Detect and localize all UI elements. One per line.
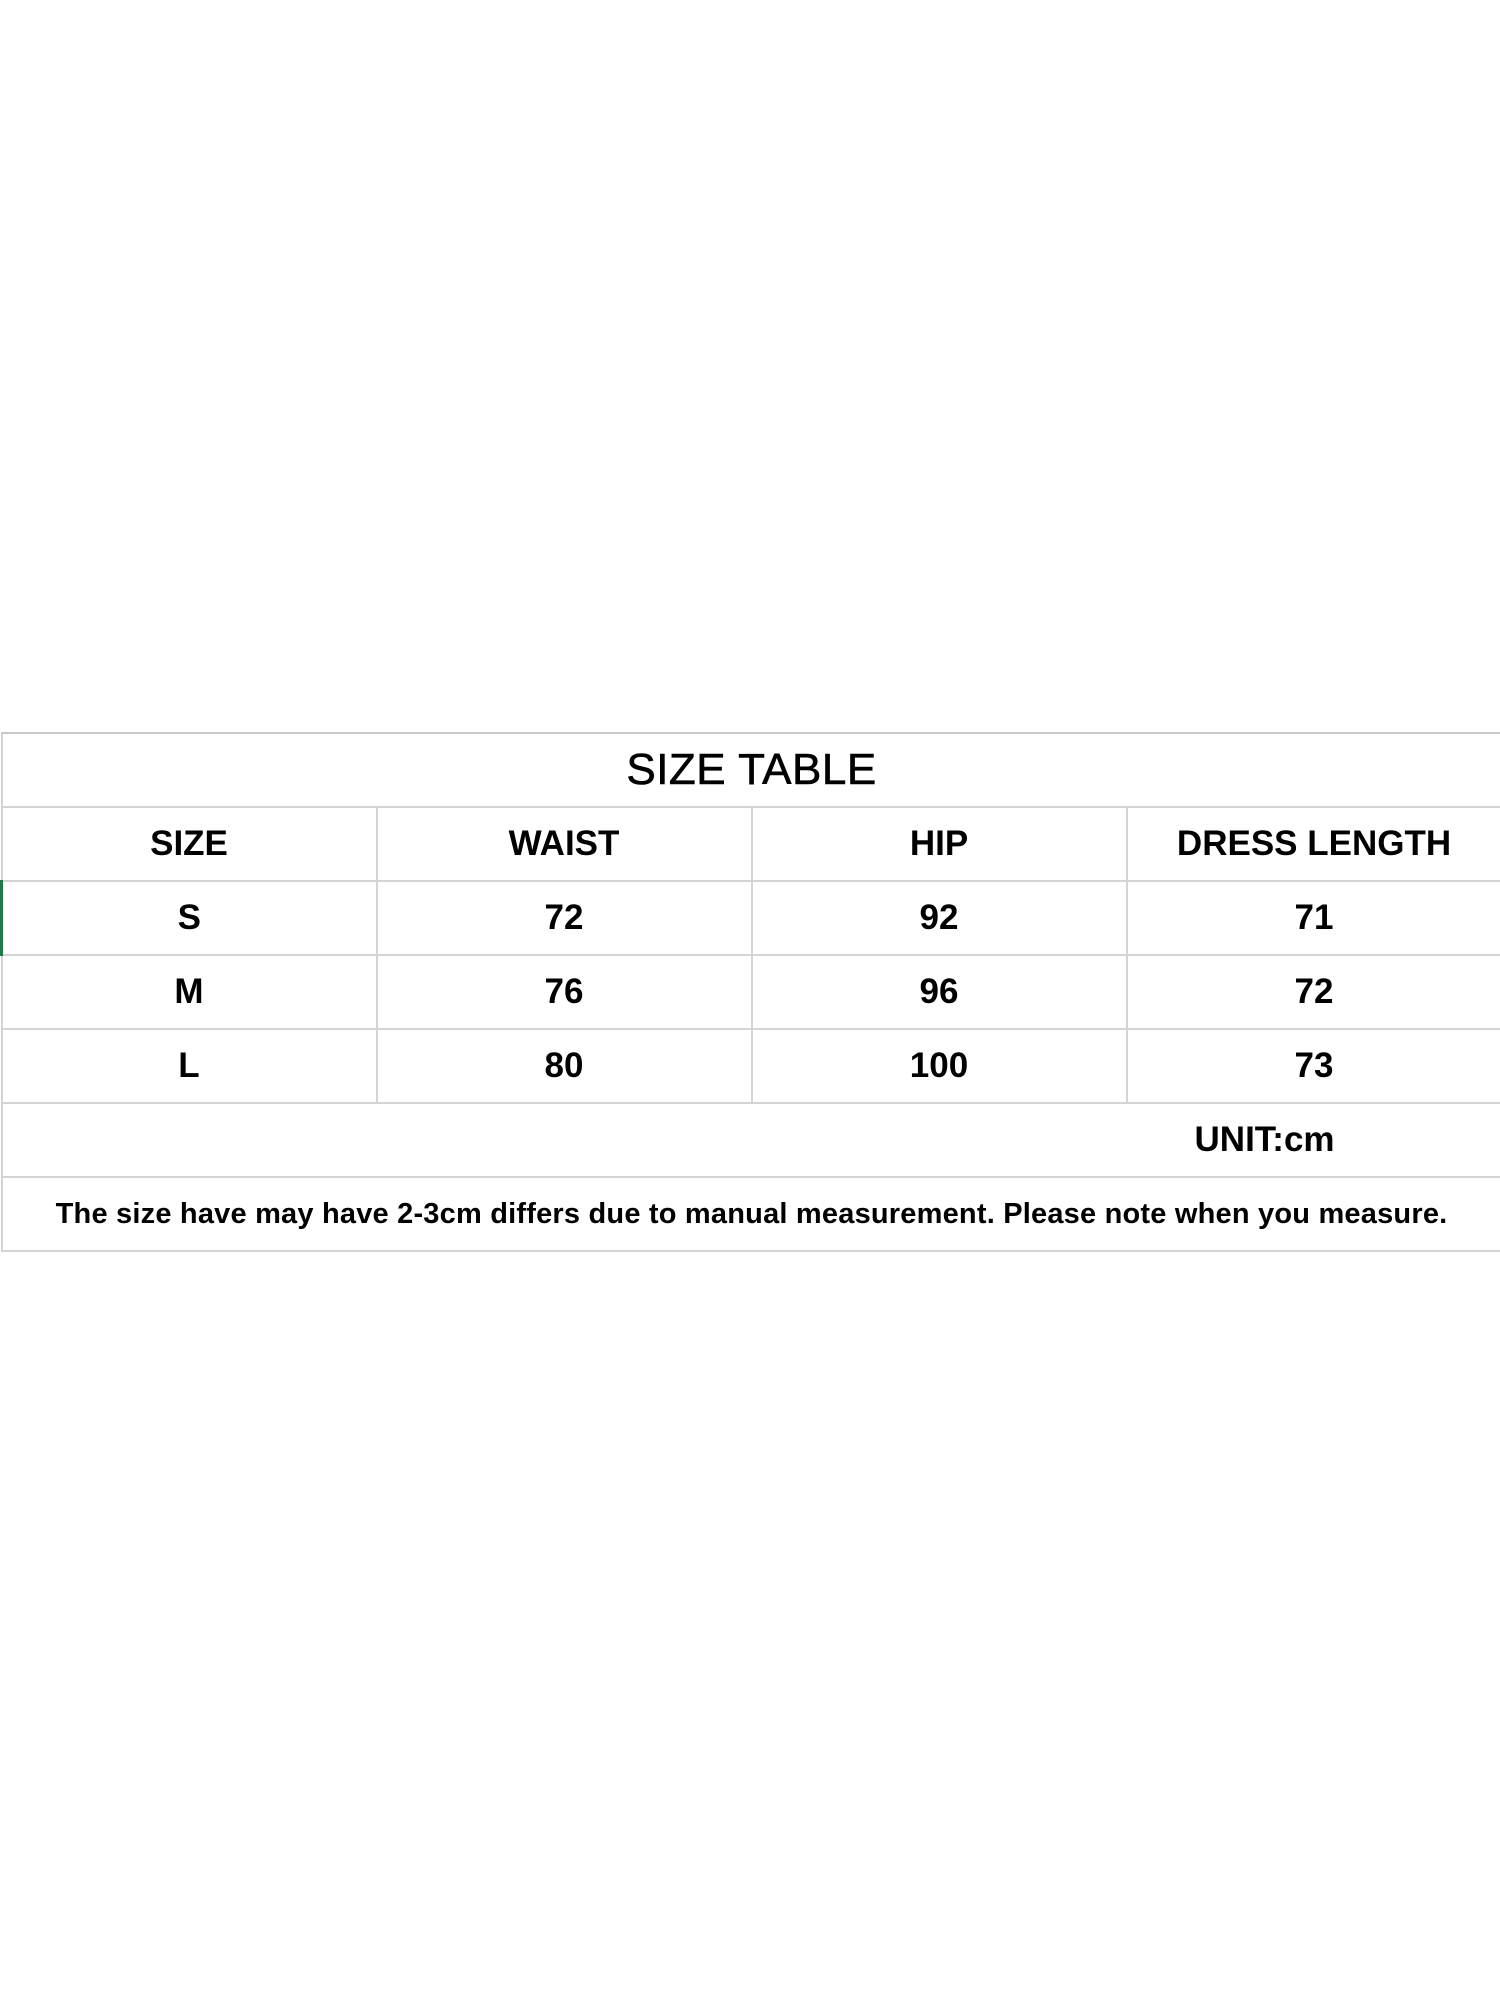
cell-hip: 92 xyxy=(752,881,1127,955)
cell-waist: 80 xyxy=(377,1029,752,1103)
size-table xyxy=(0,732,1500,1252)
header-hip: HIP xyxy=(752,807,1127,881)
unit-label: UNIT:cm xyxy=(2,1103,1500,1177)
table-row xyxy=(2,881,1500,955)
table-row xyxy=(2,1029,1500,1103)
cell-size: L xyxy=(2,1029,377,1103)
header-row xyxy=(2,807,1500,881)
unit-row xyxy=(2,1103,1500,1177)
header-size: SIZE xyxy=(2,807,377,881)
header-dress-length: DRESS LENGTH xyxy=(1127,807,1500,881)
measurement-note: The size have may have 2-3cm differs due to manual measurement. Please note when you measure. xyxy=(2,1177,1500,1251)
cell-size: S xyxy=(2,881,377,955)
cell-waist: 76 xyxy=(377,955,752,1029)
header-waist: WAIST xyxy=(377,807,752,881)
cell-size: M xyxy=(2,955,377,1029)
cell-dress-length: 73 xyxy=(1127,1029,1500,1103)
size-chart xyxy=(0,732,1500,1252)
cell-waist: 72 xyxy=(377,881,752,955)
cell-dress-length: 72 xyxy=(1127,955,1500,1029)
table-title: SIZE TABLE xyxy=(2,733,1500,807)
cell-dress-length: 71 xyxy=(1127,881,1500,955)
cell-hip: 96 xyxy=(752,955,1127,1029)
table-row xyxy=(2,955,1500,1029)
title-row xyxy=(2,733,1500,807)
note-row xyxy=(2,1177,1500,1251)
cell-hip: 100 xyxy=(752,1029,1127,1103)
